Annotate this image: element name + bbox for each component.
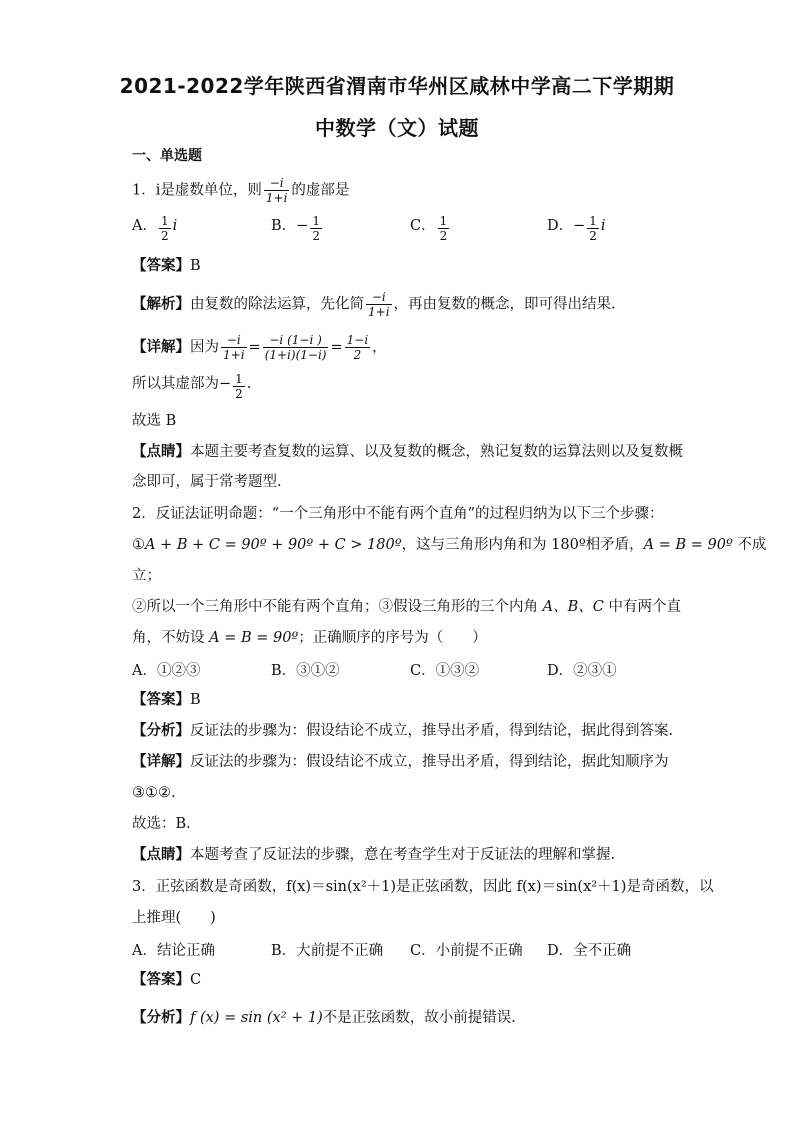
- q1-options: [132, 214, 672, 243]
- document-title-line2: 中数学（文）试题: [315, 116, 479, 140]
- q2-option-b: B．③①②: [271, 663, 340, 679]
- q1-option-d: D．− $\frac{1}{2}$ i: [547, 214, 606, 243]
- q2-step2-cont: 角，不妨设 A = B = 90º；正确顺序的序号为（ ）: [132, 630, 487, 646]
- q1-option-c: C． $\frac{1}{2}$: [410, 214, 448, 243]
- section-heading: 一、单选题: [132, 148, 202, 164]
- q3-options: [132, 939, 672, 965]
- document-title-line1: 2021-2022学年陕西省渭南市华州区咸林中学高二下学期期: [119, 74, 675, 98]
- q1-option-b: B．− $\frac{1}{2}$: [271, 214, 320, 243]
- q1-choose: 故选 B: [132, 413, 177, 429]
- q3-option-a: A．结论正确: [132, 943, 215, 959]
- q3-option-d: D．全不正确: [547, 943, 632, 959]
- q2-detail-line1: 【详解】反证法的步骤为：假设结论不成立，推导出矛盾，得到结论，据此知顺序为: [132, 754, 669, 770]
- q1-option-a: A． $\frac{1}{2}$ i: [132, 214, 178, 243]
- q3-stem-line1: 3．正弦函数是奇函数，f(x)＝sin(x²＋1)是正弦函数，因此 f(x)＝sin(x²＋1)是奇函数，以: [132, 879, 714, 895]
- q2-choose: 故选：B.: [132, 816, 191, 832]
- q3-answer: 【答案】C: [132, 972, 202, 988]
- q2-option-d: D．②③①: [547, 663, 617, 679]
- q1-detail: 【详解】因为 $\frac{-i}{1+i}$ = $\frac{-i (1-i )}{(1+i)(1-i)}$ = $\frac{1-i}{2}$ ，: [132, 333, 387, 362]
- q2-option-a: A．①②③: [132, 663, 201, 679]
- q3-stem-line2: 上推理( ): [132, 910, 216, 926]
- q1-analysis: 【解析】由复数的除法运算，先化简 $\frac{-i}{1+i}$ ，再由复数的概念，即可得出结果.: [132, 290, 616, 319]
- q1-answer: 【答案】B: [132, 258, 201, 274]
- q2-step1: ①A + B + C = 90º + 90º + C > 180º，这与三角形内角和为 180º相矛盾，A = B = 90º 不成: [132, 537, 767, 553]
- q3-option-b: B．大前提不正确: [271, 943, 384, 959]
- q1-imaginary-part: 所以其虚部为− $\frac{1}{2}$ .: [132, 372, 252, 401]
- q2-step2: ②所以一个三角形中不能有两个直角；③假设三角形的三个内角 A、B、C 中有两个直: [132, 599, 681, 615]
- q2-comment: 【点睛】本题考查了反证法的步骤，意在考查学生对于反证法的理解和掌握.: [132, 847, 616, 863]
- q3-option-c: C．小前提不正确: [410, 943, 523, 959]
- q2-options: [132, 659, 672, 685]
- q2-detail-line2: ③①②.: [132, 785, 176, 801]
- q3-analysis: 【分析】f (x) = sin (x² + 1)不是正弦函数，故小前提错误.: [132, 1010, 516, 1026]
- q2-option-c: C．①③②: [410, 663, 480, 679]
- q1-stem-fraction: $\frac{-i}{1+i}$: [265, 176, 288, 205]
- q1-comment-line2: 念即可，属于常考题型.: [132, 474, 282, 490]
- q1-stem: 1．i是虚数单位，则 $\frac{-i}{1+i}$ 的虚部是: [132, 176, 350, 205]
- q2-step1-cont: 立；: [132, 568, 161, 584]
- q2-answer: 【答案】B: [132, 692, 201, 708]
- q1-comment-line1: 【点睛】本题主要考查复数的运算、以及复数的概念，熟记复数的运算法则以及复数概: [132, 444, 683, 460]
- q2-analysis: 【分析】反证法的步骤为：假设结论不成立，推导出矛盾，得到结论，据此得到答案.: [132, 723, 674, 739]
- q2-stem: 2．反证法证明命题：“一个三角形中不能有两个直角”的过程归纳为以下三个步骤：: [132, 506, 664, 522]
